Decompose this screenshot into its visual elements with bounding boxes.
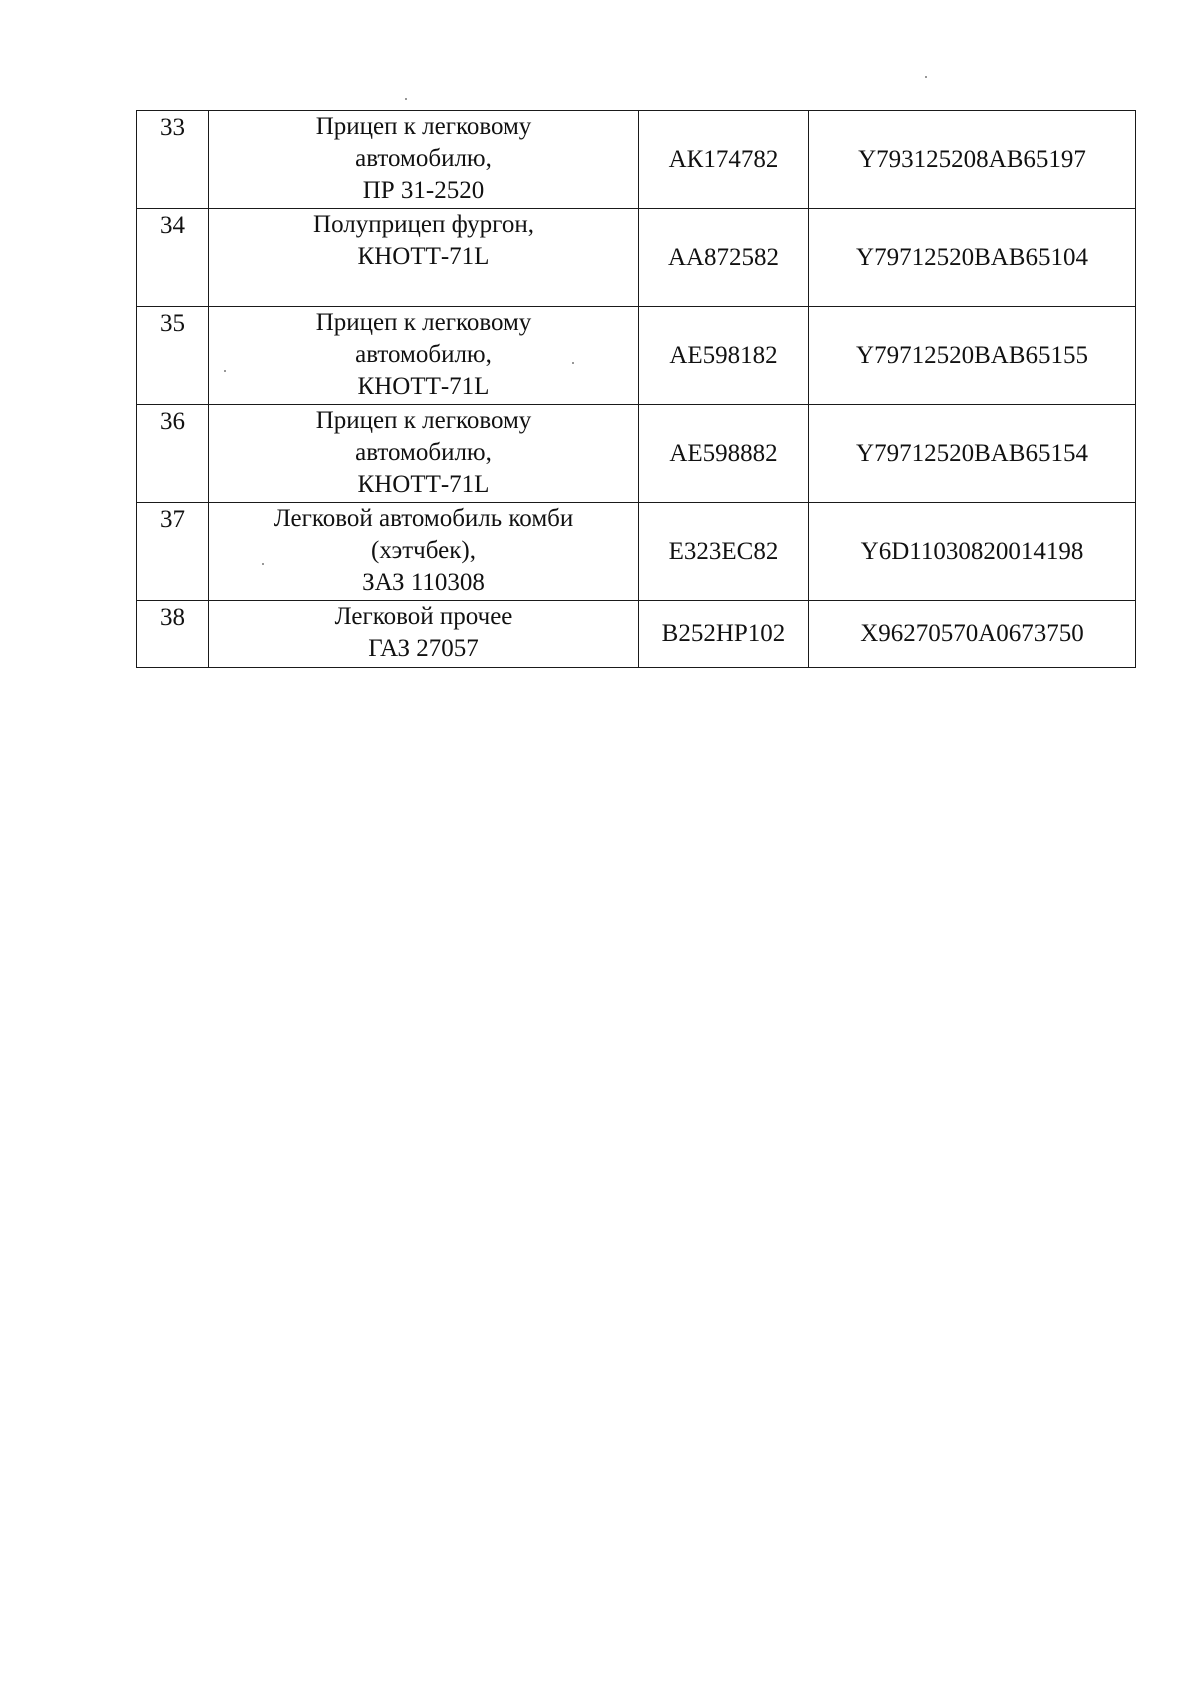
description-line: автомобилю, (355, 341, 492, 368)
vehicle-description (209, 405, 639, 503)
row-number: 33 (137, 111, 209, 209)
registration-number: Е323ЕС82 (639, 503, 809, 601)
description-line: ГАЗ 27057 (368, 635, 479, 662)
row-number: 36 (137, 405, 209, 503)
row-number: 38 (137, 601, 209, 668)
vin-number: Y793125208AB65197 (809, 111, 1136, 209)
description-line: КНОТТ-71L (357, 243, 490, 270)
registration-number: АЕ598882 (639, 405, 809, 503)
description-line: Легковой прочее (334, 603, 513, 630)
row-number: 34 (137, 209, 209, 307)
row-number: 37 (137, 503, 209, 601)
vin-number: Y79712520BAB65155 (809, 307, 1136, 405)
table-row (137, 405, 1136, 503)
vehicle-description (209, 111, 639, 209)
scan-speck (262, 563, 264, 565)
description-line: Прицеп к легковому (315, 407, 532, 434)
description-line: КНОТТ-71L (357, 471, 490, 498)
vehicle-description (209, 601, 639, 668)
vehicle-description (209, 307, 639, 405)
description-line: Прицеп к легковому (315, 113, 532, 140)
scan-speck (572, 362, 574, 364)
table-row (137, 503, 1136, 601)
scan-speck (925, 76, 927, 78)
vehicle-description (209, 209, 639, 307)
vin-number: Y79712520BAB65104 (809, 209, 1136, 307)
vehicle-table (136, 110, 1136, 668)
description-line: КНОТТ-71L (357, 373, 490, 400)
description-line: Полуприцеп фургон, (313, 211, 534, 238)
registration-number: В252НР102 (639, 601, 809, 668)
scan-speck (405, 98, 407, 100)
description-line: ПР 31-2520 (362, 177, 485, 204)
table-row (137, 111, 1136, 209)
vin-number: X96270570A0673750 (809, 601, 1136, 668)
vehicle-description (209, 503, 639, 601)
description-line: автомобилю, (355, 145, 492, 172)
registration-number: АА872582 (639, 209, 809, 307)
description-line: автомобилю, (355, 439, 492, 466)
table-row (137, 601, 1136, 668)
registration-number: АК174782 (639, 111, 809, 209)
registration-number: АЕ598182 (639, 307, 809, 405)
description-line: Прицеп к легковому (315, 309, 532, 336)
table-row (137, 307, 1136, 405)
description-line: ЗАЗ 110308 (362, 569, 485, 596)
description-line: Легковой автомобиль комби (273, 505, 574, 532)
scan-speck (224, 370, 226, 372)
vin-number: Y6D11030820014198 (809, 503, 1136, 601)
table-row (137, 209, 1136, 307)
description-line: (хэтчбек), (371, 537, 476, 564)
row-number: 35 (137, 307, 209, 405)
vin-number: Y79712520BAB65154 (809, 405, 1136, 503)
